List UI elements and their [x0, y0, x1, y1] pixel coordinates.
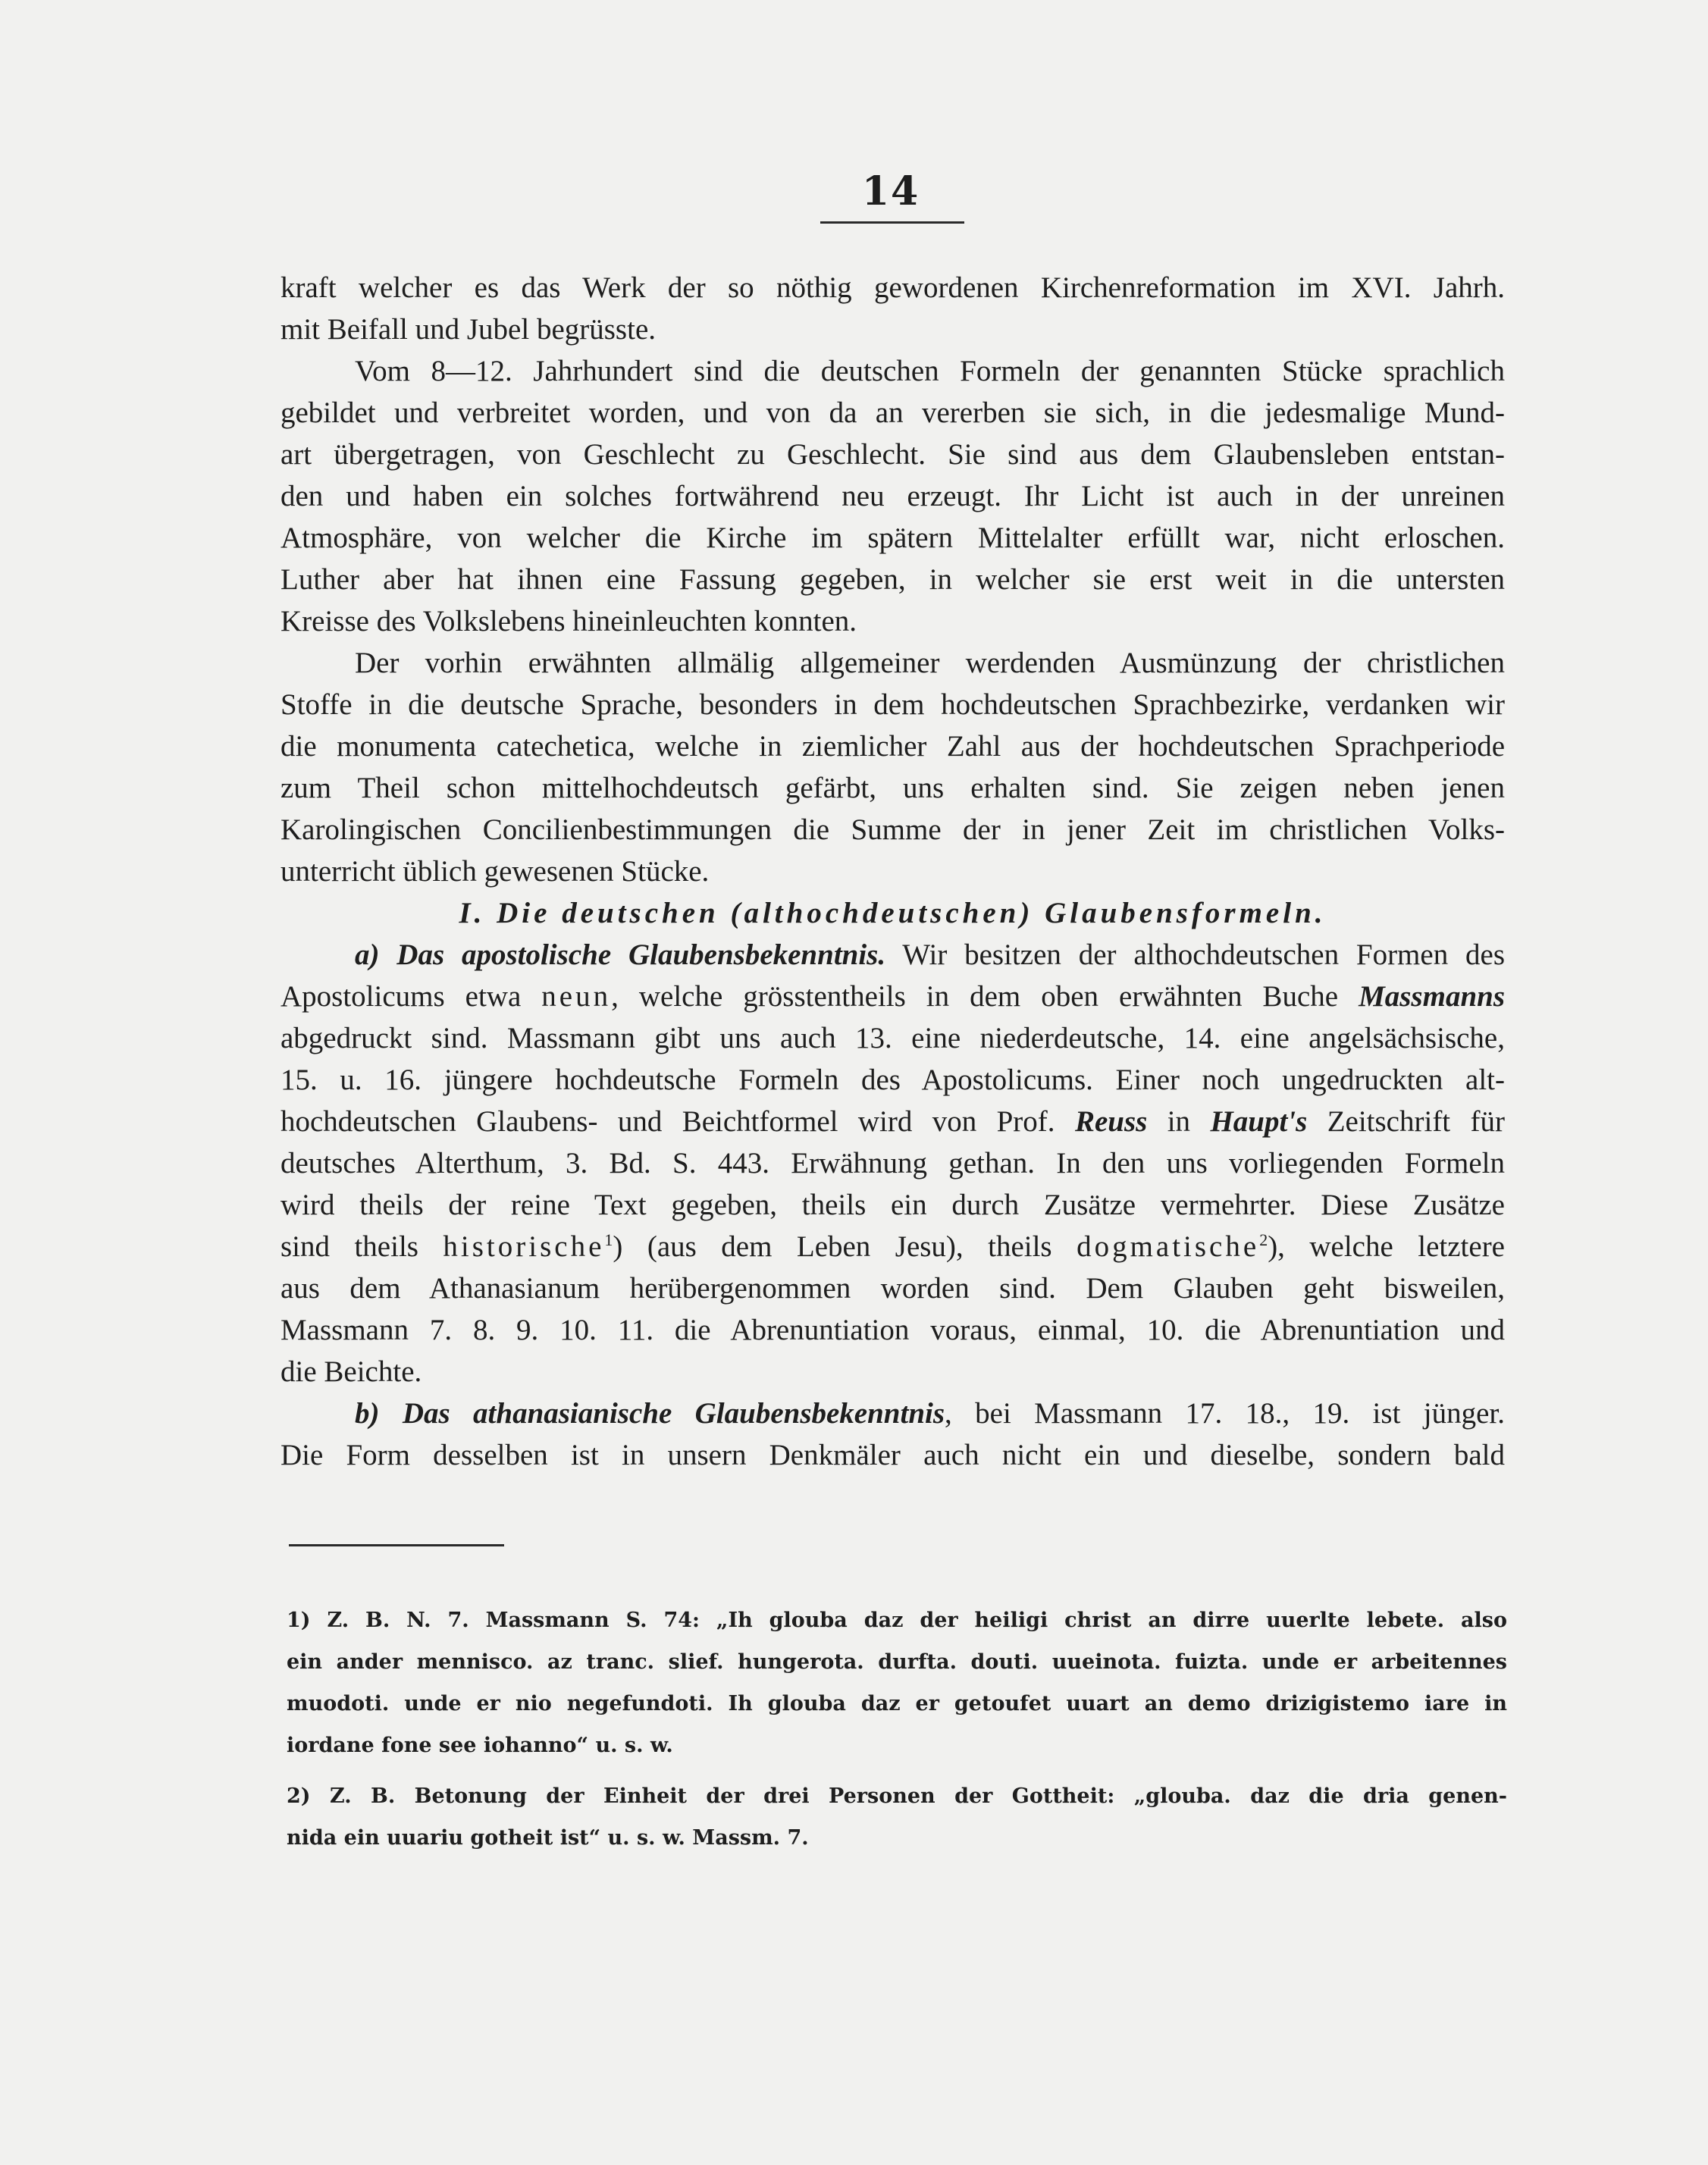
text-fragment: Wir besitzen der althochdeutschen Formen des: [902, 938, 1506, 971]
text-line: unterricht üblich gewesenen Stücke.: [280, 855, 710, 888]
text-line: Luther aber hat ihnen eine Fassung gegeben, in welcher sie erst weit in die untersten: [280, 563, 1505, 596]
text-line: mit Beifall und Jubel begrüsste.: [280, 313, 657, 346]
footnote-ref[interactable]: 2: [1259, 1230, 1268, 1249]
emphasis-text: neun: [541, 980, 612, 1013]
text-line: Der vorhin erwähnten allmälig allgemeiner werdenden Ausmünzung der christlichen: [355, 647, 1505, 679]
author-name: Haupt's: [1210, 1105, 1308, 1138]
text-line: wird theils der reine Text gegeben, theils ein durch Zusätze vermehrter. Diese Zusätze: [280, 1189, 1505, 1221]
section-heading: I. Die deutschen (althochdeutschen) Glaubensformeln.: [459, 897, 1327, 929]
text-line: [280, 934, 1505, 976]
text-fragment: sind theils: [280, 1230, 418, 1263]
text-fragment: (aus dem Leben Jesu), theils: [647, 1230, 1052, 1263]
text-line: Die Form desselben ist in unsern Denkmäler auch nicht ein und dieselbe, sondern bald: [280, 1439, 1505, 1471]
text-line: die Beichte.: [280, 1355, 422, 1388]
text-line: den und haben ein solches fortwährend neu erzeugt. Ihr Licht ist auch in der unreinen: [280, 480, 1505, 512]
footnote-line: iordane fone see iohanno“ u. s. w.: [287, 1734, 673, 1757]
footnote-ref[interactable]: 1: [604, 1230, 613, 1249]
author-name: Reuss: [1074, 1105, 1148, 1138]
text-fragment: Zeitschrift für: [1327, 1105, 1506, 1138]
footnote-line: 2) Z. B. Betonung der Einheit der drei Personen der Gottheit: „glouba. daz die dria genen-: [287, 1784, 1507, 1808]
footnote-1: [287, 1606, 1507, 1772]
text-fragment: ), welche letztere: [1268, 1230, 1505, 1263]
footnote-2: [287, 1781, 1507, 1865]
text-line: die monumenta catechetica, welche in ziemlicher Zahl aus der hochdeutschen Sprachperiode: [280, 730, 1505, 763]
text-line: abgedruckt sind. Massmann gibt uns auch 13. eine niederdeutsche, 14. eine angelsächsische,: [280, 1022, 1505, 1054]
text-line: aus dem Athanasianum herübergenommen worden sind. Dem Glauben geht bisweilen,: [280, 1272, 1505, 1305]
text-line: [280, 976, 1505, 1017]
text-line: deutsches Alterthum, 3. Bd. S. 443. Erwähnung gethan. In den uns vorliegenden Formeln: [280, 1147, 1505, 1180]
footnote-line: nida ein uuariu gotheit ist“ u. s. w. Massm. 7.: [287, 1826, 809, 1850]
text-line: [280, 1101, 1505, 1142]
text-line: sind theils historische$^1$) (aus dem Leben Jesu), theils dogmatische$^2$), welche letztere: [280, 1230, 1505, 1263]
text-line: Vom 8—12. Jahrhundert sind die deutschen Formeln der genannten Stücke sprachlich: [355, 355, 1505, 387]
footnotes: [287, 1606, 1507, 1874]
header-rule: [820, 221, 964, 224]
text-line: kraft welcher es das Werk der so nöthig gewordenen Kirchenreformation im XVI. Jahrh.: [280, 271, 1505, 304]
text-fragment: in: [1167, 1105, 1191, 1138]
text-fragment: , bei Massmann 17. 18., 19. ist jünger.: [945, 1397, 1505, 1430]
footnote-line: ein ander mennisco. az tranc. slief. hungerota. durfta. douti. uueinota. fuizta. unde er arbeitennes: [287, 1650, 1507, 1674]
main-text: [280, 267, 1505, 1476]
text-line: gebildet und verbreitet worden, und von da an vererben sie sich, in die jedesmalige Mund-: [280, 396, 1505, 429]
subsection-title-a: a) Das apostolische Glaubensbekenntnis.: [355, 938, 886, 971]
subsection-title-b: b) Das athanasianische Glaubensbekenntnis: [355, 1397, 945, 1430]
footnote-line: muodoti. unde er nio negefundoti. Ih glouba daz er getoufet uuart an demo drizigistemo iare in: [287, 1692, 1507, 1715]
footnote-rule: [289, 1544, 504, 1546]
text-line: [280, 1393, 1505, 1434]
author-name: Massmanns: [1359, 980, 1506, 1013]
text-line: Atmosphäre, von welcher die Kirche im spätern Mittelalter erfüllt war, nicht erloschen.: [280, 522, 1505, 554]
emphasis-text: dogmatische: [1077, 1230, 1260, 1263]
text-line: 15. u. 16. jüngere hochdeutsche Formeln des Apostolicums. Einer noch ungedruckten alt-: [280, 1064, 1505, 1096]
text-line: Stoffe in die deutsche Sprache, besonders in dem hochdeutschen Sprachbezirke, verdanken wir: [280, 688, 1505, 721]
page-number: 14: [861, 168, 920, 215]
footnote-line: 1) Z. B. N. 7. Massmann S. 74: „Ih glouba daz der heiligi christ an dirre uuerlte lebete. also: [287, 1609, 1507, 1632]
text-line: Karolingischen Concilienbestimmungen die Summe der in jener Zeit im christlichen Volks-: [280, 813, 1505, 846]
text-fragment: Apostolicums etwa: [280, 980, 522, 1013]
text-line: Kreisse des Volkslebens hineinleuchten konnten.: [280, 605, 857, 638]
emphasis-text: historische: [443, 1230, 605, 1263]
text-fragment: hochdeutschen Glaubens- und Beichtformel wird von Prof.: [280, 1105, 1055, 1138]
text-line: Massmann 7. 8. 9. 10. 11. die Abrenuntiation voraus, einmal, 10. die Abrenuntiation und: [280, 1314, 1505, 1346]
text-fragment: , welche grösstentheils in dem oben erwähnten Buche: [611, 980, 1339, 1013]
text-line: art übergetragen, von Geschlecht zu Geschlecht. Sie sind aus dem Glaubensleben entstan-: [280, 438, 1505, 471]
text-line: zum Theil schon mittelhochdeutsch gefärbt, uns erhalten sind. Sie zeigen neben jenen: [280, 772, 1505, 804]
